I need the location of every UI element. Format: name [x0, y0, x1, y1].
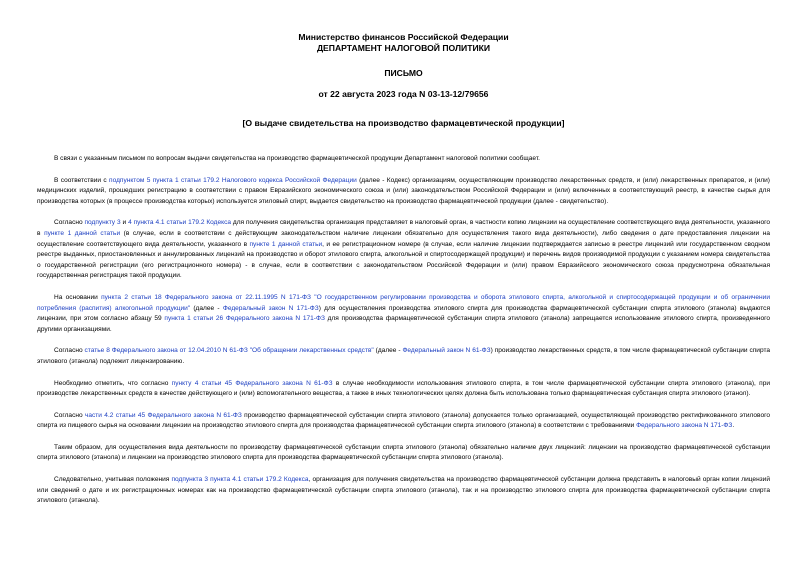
law-171-fz-link[interactable]: Федеральный закон N 171-ФЗ — [222, 304, 319, 312]
letter-header — [0, 32, 807, 54]
document-type: ПИСЬМО — [384, 68, 423, 78]
paragraph-6: Необходимо отметить, что согласно пункту 4 статьи 45 Федерального закона N 61-ФЗ в случае необходимости использования этилового спирта, в том числе фармацевтической субстанции спирта этилового (этанола), при производстве лекарственных средств в качестве действующего и (или) вспомогательного вещества, а также в иных технологических целях должна быть использована только фармацевтическая субстанция спирта этилового (этанол). — [37, 379, 771, 398]
clause-1-article-link[interactable]: пункте 1 данной статьи — [44, 229, 121, 237]
paragraph-3: Согласно подпункту 3 и 4 пункта 4.1 статьи 179.2 Кодекса для получения свидетельства организация представляет в налоговый орган, в частности копию лицензии на осуществление соответствующего вида деятельности, указанного в пункте 1 данной статьи (в случае, если в соответствии с действующим законодательством наличие лицензии обязательно для осуществления такого вида деятельности), либо сведения о дате предоставления лицензии на осуществление соответствующего вида деятельности, указанного в пункте 1 данной статьи, и ее регистрационном номере (в случае, если наличие лицензии подтверждается записью в реестре лицензий или государственном сводном реестре выданных, приостановленных и аннулированных лицензий на производство и оборот этилового спирта, алкогольной и спиртосодержащей продукции) и перечень видов производимой продукции с указанием номера свидетельства о государственной регистрации (его регистрационного номера) - в случае, если в соответствии с законодательством Российской Федерации и (или) правом Евразийского экономического союза предусмотрена обязательная государственная регистрация такой продукции. — [37, 219, 770, 280]
paragraph-9: Следовательно, учитывая положения подпункта 3 пункта 4.1 статьи 179.2 Кодекса, организация для получения свидетельства на производство фармацевтической субстанции должна представить в налоговый орган копии лицензий или сведений о дате и их регистрационных номерах как на производство фармацевтической субстанции спирта этилового (этанола), так и на производство этилового спирта для производства фармацевтической субстанции спирта этилового (этанола). — [37, 476, 770, 505]
subparagraph-3-link[interactable]: подпункту 3 — [84, 219, 121, 227]
paragraph-4: На основании пункта 2 статьи 18 Федерального закона от 22.11.1995 N 171-ФЗ "О государственном регулировании производства и оборота этилового спирта, алкогольной и спиртосодержащей продукции и об ограничении потребления (распития) алкогольной продукции" (далее - Федеральный закон N 171-ФЗ) для осуществления производства этилового спирта для производства фармацевтической субстанции спирта этилового (этанола) выдаются лицензии, при этом согласно абзацу 59 пункта 1 статьи 26 Федерального закона N 171-ФЗ для производства фармацевтической субстанции спирта этилового (этанола) запрещается использование этилового спирта, произведенного другими организациями. — [37, 293, 771, 333]
paragraph-5: Согласно статье 8 Федерального закона от 12.04.2010 N 61-ФЗ "Об обращении лекарственных средств" (далее - Федеральный закон N 61-ФЗ) производство лекарственных средств, в том числе фармацевтической субстанции спирта этилового (этанола) подлежит лицензированию. — [37, 347, 771, 365]
tax-code-subparagraph-3-clause-4-1-link[interactable]: подпункта 3 пункта 4.1 статьи 179.2 Кодекса — [171, 476, 309, 484]
ministry-name: Министерство финансов Российской Федерации — [298, 32, 509, 42]
paragraph-1: В связи с указанным письмом по вопросам выдачи свидетельства на производство фармацевтической продукции Департамент налоговой политики сообщает. — [54, 155, 540, 162]
clause-1-article-link-2[interactable]: пункте 1 данной статьи — [249, 240, 323, 248]
law-61-fz-article-45-part-4-2-link[interactable]: части 4.2 статьи 45 Федерального закона N 61-ФЗ — [84, 411, 242, 419]
paragraph-8: Таким образом, для осуществления вида деятельности по производству фармацевтической субстанции спирта этилового (этанола) обязательно наличие двух лицензий: лицензии на производство фармацевтической субстанции спирта этилового (этанола) и лицензии на производство этилового спирта для производства фармацевтической субстанции спирта этилового (этанола). — [37, 443, 770, 462]
document-subject: [О выдаче свидетельства на производство фармацевтической продукции] — [242, 118, 565, 128]
law-61-fz-link[interactable]: Федеральный закон N 61-ФЗ — [402, 347, 491, 355]
paragraph-7: Согласно части 4.2 статьи 45 Федерального закона N 61-ФЗ производство фармацевтической субстанции спирта этилового (этанола) допускается только организацией, осуществляющей производство ректификованного этилового спирта из пищевого сырья на основании лицензии на производство этилового спирта для производства фармацевтической субстанции спирта этилового (этанола) в соответствии с требованиями Федерального закона N 171-ФЗ. — [37, 411, 770, 430]
law-171-fz-article-18-link[interactable]: пункта 2 статьи 18 Федерального закона от 22.11.1995 N 171-ФЗ "О государственном регулировании производства и оборота этилового спирта, алкогольной и спиртосодержащей продукции и об ограничении потребления (распития) алкогольной продукции" — [37, 293, 770, 312]
department-name: ДЕПАРТАМЕНТ НАЛОГОВОЙ ПОЛИТИКИ — [316, 43, 491, 53]
law-171-fz-link-2[interactable]: Федерального закона N 171-ФЗ — [636, 422, 733, 430]
law-61-fz-article-8-link[interactable]: статье 8 Федерального закона от 12.04.2010 N 61-ФЗ "Об обращении лекарственных средств" — [84, 347, 374, 355]
letter-body — [37, 154, 770, 518]
law-61-fz-article-45-clause-4-link[interactable]: пункту 4 статьи 45 Федерального закона N 61-ФЗ — [171, 379, 333, 387]
law-171-fz-article-26-link[interactable]: пункта 1 статьи 26 Федерального закона N 171-ФЗ — [164, 315, 325, 323]
clause-4-1-link[interactable]: 4 пункта 4.1 статьи 179.2 Кодекса — [128, 219, 231, 227]
tax-code-article-179-2-link[interactable]: подпунктом 5 пункта 1 статьи 179.2 Налогового кодекса Российской Федерации — [109, 176, 357, 184]
document-date-number: от 22 августа 2023 года N 03-13-12/79656 — [318, 89, 489, 99]
paragraph-2: В соответствии с подпунктом 5 пункта 1 статьи 179.2 Налогового кодекса Российской Федерации (далее - Кодекс) организациям, осуществляющим производство лекарственных средств, и (или) лекарственных препаратов, и (или) медицинских изделий, прошедших регистрацию в соответствии с правом Евразийского экономического союза и (или) законодательством Российской Федерации и (или) включенных в соответствующий реестр, в качестве сырья для производства которых (в процессе производства которых) используется этиловый спирт, выдается свидетельство на производство фармацевтической продукции (далее - свидетельство). — [37, 176, 770, 205]
